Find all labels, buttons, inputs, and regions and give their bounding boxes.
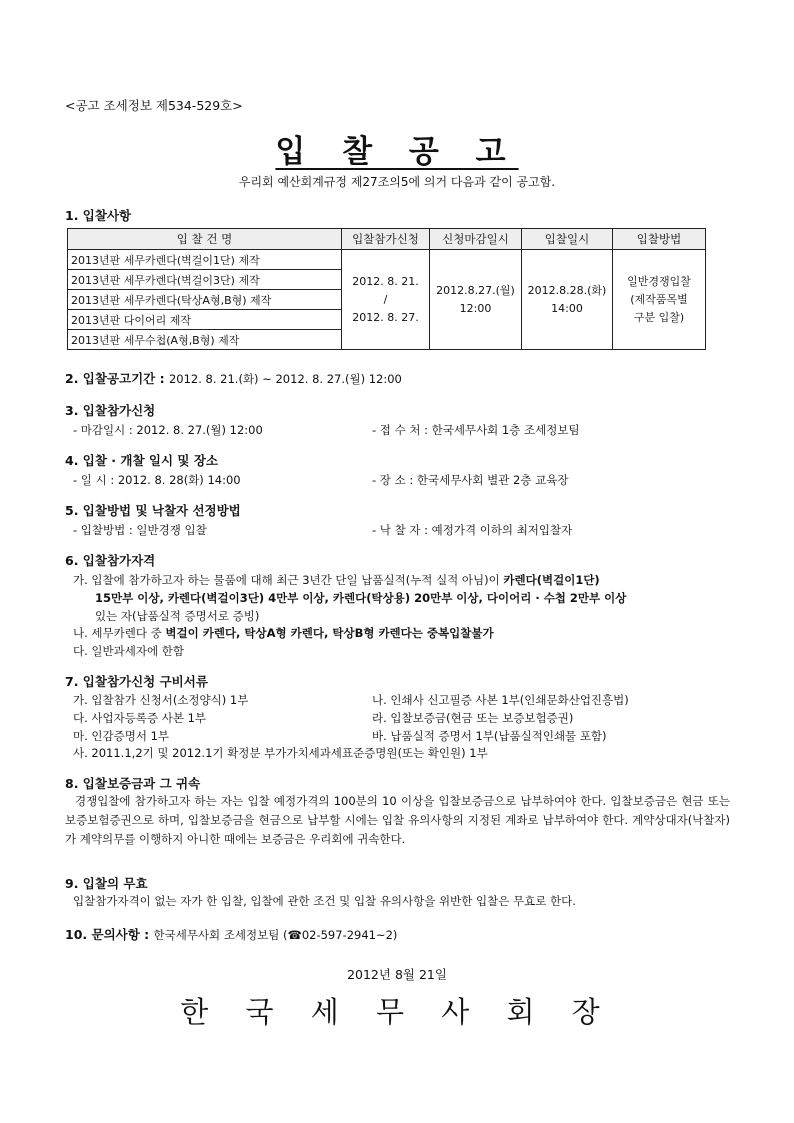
item-name-cell: 2013년판 세무카렌다(탁상A형,B형) 제작 [68,290,342,310]
section-5-heading: 5. 입찰방법 및 낙찰자 선정방법 [65,503,241,518]
apply-start: 2012. 8. 21. [352,274,419,288]
qualification-ga-line-3: 있는 자(납품실적 증명서로 증빙) [95,609,260,623]
section-3-heading: 3. 입찰참가신청 [65,403,156,418]
bid-date-cell [522,250,613,350]
item-name-cell: 2013년판 세무수첩(A형,B형) 제작 [68,330,342,350]
notice-period: 2012. 8. 21.(화) ~ 2012. 8. 27.(월) 12:00 [168,372,402,386]
deadline-time: 12:00 [459,301,492,315]
header-deadline: 신청마감일시 [430,229,522,250]
qualification-ga-line-1 [73,572,600,588]
apply-period-cell [342,250,430,350]
section-2-heading: 2. 입찰공고기간 : [65,371,165,386]
header-apply: 입찰참가신청 [342,229,430,250]
method-line-1: 일반경쟁입찰 [627,274,691,288]
section-4-heading: 4. 입찰 · 개찰 일시 및 장소 [65,453,218,468]
issuer-name: 한 국 세 무 사 회 장 [180,995,614,1029]
section-9-heading: 9. 입찰의 무효 [65,876,148,891]
section-7-heading: 7. 입찰참가신청 구비서류 [65,674,208,689]
qualification-ga-text: 가. 입찰에 참가하고자 하는 물품에 대해 최근 3년간 단일 납품실적(누적 실적 아님)이 [73,573,504,587]
bid-datetime: - 일 시 : 2012. 8. 28(화) 14:00 [73,473,241,487]
deadline-cell [430,250,522,350]
notice-number: <공고 조세정보 제534-529호> [65,98,243,113]
notice-date: 2012년 8월 21일 [347,967,447,982]
table-header-row [68,229,706,250]
section-6-heading: 6. 입찰참가자격 [65,553,156,568]
winner-selection: - 낙 찰 자 : 예정가격 이하의 최저입찰자 [372,523,573,537]
bid-method: - 입찰방법 : 일반경쟁 입찰 [73,523,207,537]
section-10-heading: 10. 문의사항 : [65,927,150,942]
header-item-name: 입 찰 건 명 [68,229,342,250]
qualification-ga-bold: 카렌다(벽걸이1단) [503,573,600,587]
table-row [68,250,706,270]
header-method: 입찰방법 [613,229,706,250]
item-name-cell: 2013년판 세무카렌다(벽걸이3단) 제작 [68,270,342,290]
qualification-da: 다. 일반과세자에 한함 [73,644,184,658]
qualification-na-bold: 벽걸이 카렌다, 탁상A형 카렌다, 탁상B형 카렌다는 [165,626,423,640]
qualification-na-suffix: 중복입찰불가 [422,626,494,640]
method-line-3: 구분 입찰) [633,310,685,324]
page-title: 입 찰 공 고 [275,134,519,170]
item-name-cell: 2013년판 세무카렌다(벽걸이1단) 제작 [68,250,342,270]
intro-text: 우리회 예산회계규정 제27조의5에 의거 다음과 같이 공고함. [238,175,556,189]
contact-info: 한국세무사회 조세정보팀 (☎02-597-2941~2) [153,928,398,942]
method-line-2: (제작품목별 [630,292,688,306]
doc-sa: 사. 2011.1,2기 및 2012.1기 확정분 부가가치세과세표준증명원(또는 확인원) 1부 [73,746,488,760]
section-1-heading: 1. 입찰사항 [65,208,132,223]
doc-ma: 마. 인감증명서 1부 [73,729,170,743]
section-10 [65,925,397,943]
doc-da: 다. 사업자등록증 사본 1부 [73,711,207,725]
bid-date: 2012.8.28.(화) [527,283,607,297]
application-deadline: - 마감일시 : 2012. 8. 27.(월) 12:00 [73,423,263,437]
bid-time: 14:00 [551,301,583,315]
doc-ra: 라. 입찰보증금(현금 또는 보증보험증권) [372,711,574,725]
qualification-na-prefix: 나. 세무카렌다 중 [73,626,166,640]
qualification-ga-line-2: 15만부 이상, 카렌다(벽걸이3단) 4만부 이상, 카렌다(탁상용) 20만부 이상, 다이어리 · 수첩 2만부 이상 [95,591,627,605]
section-8-heading: 8. 입찰보증금과 그 귀속 [65,776,201,791]
item-name-cell: 2013년판 다이어리 제작 [68,310,342,330]
header-bid-date: 입찰일시 [522,229,613,250]
doc-ga: 가. 입찰참가 신청서(소정양식) 1부 [73,693,249,707]
qualification-na [73,625,494,641]
reception-office: - 접 수 처 : 한국세무사회 1층 조세정보팀 [372,423,580,437]
bid-items-table [67,228,706,350]
deposit-paragraph: 경쟁입찰에 참가하고자 하는 자는 입찰 예정가격의 100분의 10 이상을 입찰보증금으로 납부하여야 한다. 입찰보증금은 현금 또는 보증보험증권으로 하며, 입찰보증금을 현금으로 납부할 시에는 입찰 유의사항의 지정된 계좌로 납부하여야 한다. 계약상대자(낙찰자)가 계약의무를 이행하지 아니한 때에는 보증금은 우리회에 귀속한다. [65,794,730,846]
invalid-bid-paragraph: 입찰참가자격이 없는 자가 한 입찰, 입찰에 관한 조건 및 입찰 유의사항을 위반한 입찰은 무효로 한다. [73,894,576,908]
apply-separator: / [383,292,388,306]
doc-ba: 바. 납품실적 증명서 1부(납품실적인쇄물 포함) [372,729,607,743]
doc-na: 나. 인쇄사 신고필증 사본 1부(인쇄문화산업진흥법) [372,693,629,707]
section-2 [65,369,402,387]
method-cell [613,250,706,350]
apply-end: 2012. 8. 27. [352,310,419,324]
bid-location: - 장 소 : 한국세무사회 별관 2층 교육장 [372,473,569,487]
deadline-date: 2012.8.27.(월) [436,283,515,297]
